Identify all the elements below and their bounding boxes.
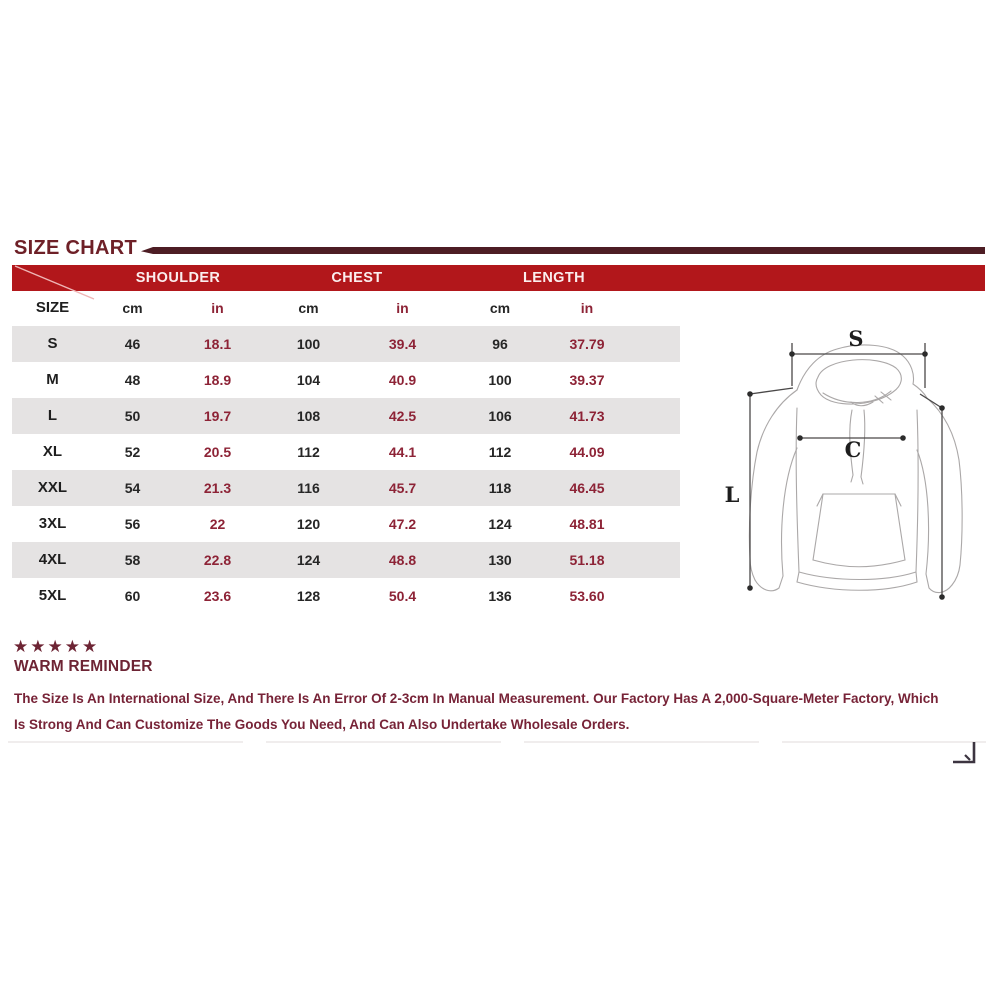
size-cell: 5XL [38, 587, 67, 604]
cm-value-cell: 58 [124, 552, 141, 568]
in-value-cell: 19.7 [203, 408, 232, 424]
filler-cell [625, 293, 680, 323]
in-value-cell: 45.7 [388, 480, 417, 496]
chest-in-label: in [396, 300, 409, 316]
in-value-cell: 41.73 [569, 408, 605, 424]
cm-value-cell: 100 [296, 336, 321, 352]
warm-reminder-line2: Is Strong And Can Customize The Goods You Need, And Can Also Undertake Wholesale Orders. [14, 717, 630, 732]
shoulder-cm-label: cm [122, 300, 143, 316]
cm-value-cell: 54 [124, 480, 141, 496]
in-value-cell: 48.8 [388, 552, 417, 568]
chest-dim-label: C [844, 437, 862, 462]
faint-divider [8, 741, 986, 743]
in-value-cell: 22.8 [203, 552, 232, 568]
cm-value-cell: 104 [296, 372, 321, 388]
title-rule [141, 247, 985, 254]
column-group-chest: CHEST [331, 270, 383, 286]
in-value-cell: 44.09 [569, 444, 605, 460]
warm-reminder-heading: WARM REMINDER [14, 658, 153, 675]
cm-value-cell: 52 [124, 444, 141, 460]
cm-value-cell: 108 [296, 408, 321, 424]
in-value-cell: 42.5 [388, 408, 417, 424]
in-value-cell: 37.79 [569, 336, 605, 352]
table-row [12, 362, 680, 398]
size-cell: L [47, 407, 58, 424]
in-value-cell: 48.81 [569, 516, 605, 532]
size-cell: XXL [37, 479, 68, 496]
dimension-endpoints [747, 351, 945, 600]
warm-reminder-text [14, 686, 969, 738]
size-column-label: SIZE [35, 299, 70, 316]
cm-value-cell: 50 [124, 408, 141, 424]
in-value-cell: 23.6 [203, 588, 232, 604]
cm-value-cell: 130 [488, 552, 512, 568]
hoodie-measurement-diagram [705, 330, 995, 645]
table-row [12, 470, 680, 506]
table-row [12, 542, 680, 578]
cm-value-cell: 120 [296, 516, 321, 532]
filler-cell [625, 470, 680, 506]
table-unit-header [12, 293, 680, 323]
filler-cell [625, 578, 680, 614]
corner-bracket-icon [950, 738, 980, 768]
table-group-header [12, 265, 985, 291]
cm-value-cell: 112 [297, 444, 320, 460]
in-value-cell: 53.60 [569, 588, 605, 604]
cm-value-cell: 124 [488, 516, 512, 532]
column-group-length: LENGTH [522, 270, 585, 286]
size-cell: S [47, 335, 58, 352]
length-in-label: in [580, 300, 594, 316]
cm-value-cell: 128 [296, 588, 321, 604]
shoulder-dim-label: S [848, 330, 864, 351]
cm-value-cell: 116 [297, 480, 320, 496]
size-cell: XL [42, 443, 63, 460]
cm-value-cell: 124 [296, 552, 321, 568]
table-row [12, 326, 680, 362]
filler-cell [625, 506, 680, 542]
filler-cell [625, 326, 680, 362]
filler-cell [625, 542, 680, 578]
in-value-cell: 21.3 [203, 480, 232, 496]
in-value-cell: 40.9 [388, 372, 417, 388]
table-row [12, 506, 680, 542]
chest-cm-label: cm [298, 300, 319, 316]
in-value-cell: 22 [209, 516, 226, 532]
filler-cell [625, 362, 680, 398]
warm-reminder-line1: The Size Is An International Size, And There Is An Error Of 2-3cm In Manual Measurement. Our Factory Has A 2,000-Square-Meter Factory, Which [14, 691, 939, 706]
in-value-cell: 50.4 [388, 588, 417, 604]
cm-value-cell: 48 [124, 372, 141, 388]
in-value-cell: 20.5 [203, 444, 232, 460]
in-value-cell: 39.4 [388, 336, 417, 352]
size-cell: 3XL [38, 515, 67, 532]
cm-value-cell: 60 [124, 588, 141, 604]
cm-value-cell: 96 [492, 336, 508, 352]
rating-stars: ★★★★★ [13, 637, 100, 656]
in-value-cell: 39.37 [569, 372, 605, 388]
in-value-cell: 18.1 [203, 336, 232, 352]
cm-value-cell: 106 [488, 408, 512, 424]
cm-value-cell: 46 [124, 336, 141, 352]
cm-value-cell: 118 [488, 480, 512, 496]
cm-value-cell: 136 [488, 588, 512, 604]
cm-value-cell: 56 [124, 516, 141, 532]
table-row [12, 434, 680, 470]
page-title: SIZE CHART [14, 237, 137, 259]
in-value-cell: 47.2 [388, 516, 417, 532]
filler-cell [625, 398, 680, 434]
shoulder-in-label: in [211, 300, 224, 316]
length-dim-label: L [724, 482, 740, 507]
in-value-cell: 44.1 [388, 444, 417, 460]
table-row [12, 578, 680, 614]
column-group-shoulder: SHOULDER [135, 270, 221, 286]
size-cell: 4XL [38, 551, 67, 568]
length-cm-label: cm [489, 300, 511, 316]
size-table-body [12, 326, 680, 614]
in-value-cell: 51.18 [569, 552, 605, 568]
filler-cell [625, 434, 680, 470]
size-cell: M [46, 371, 59, 388]
hoodie-sketch [749, 345, 962, 593]
in-value-cell: 46.45 [569, 480, 605, 496]
table-row [12, 398, 680, 434]
cm-value-cell: 100 [488, 372, 512, 388]
cm-value-cell: 112 [488, 444, 512, 460]
in-value-cell: 18.9 [203, 372, 232, 388]
